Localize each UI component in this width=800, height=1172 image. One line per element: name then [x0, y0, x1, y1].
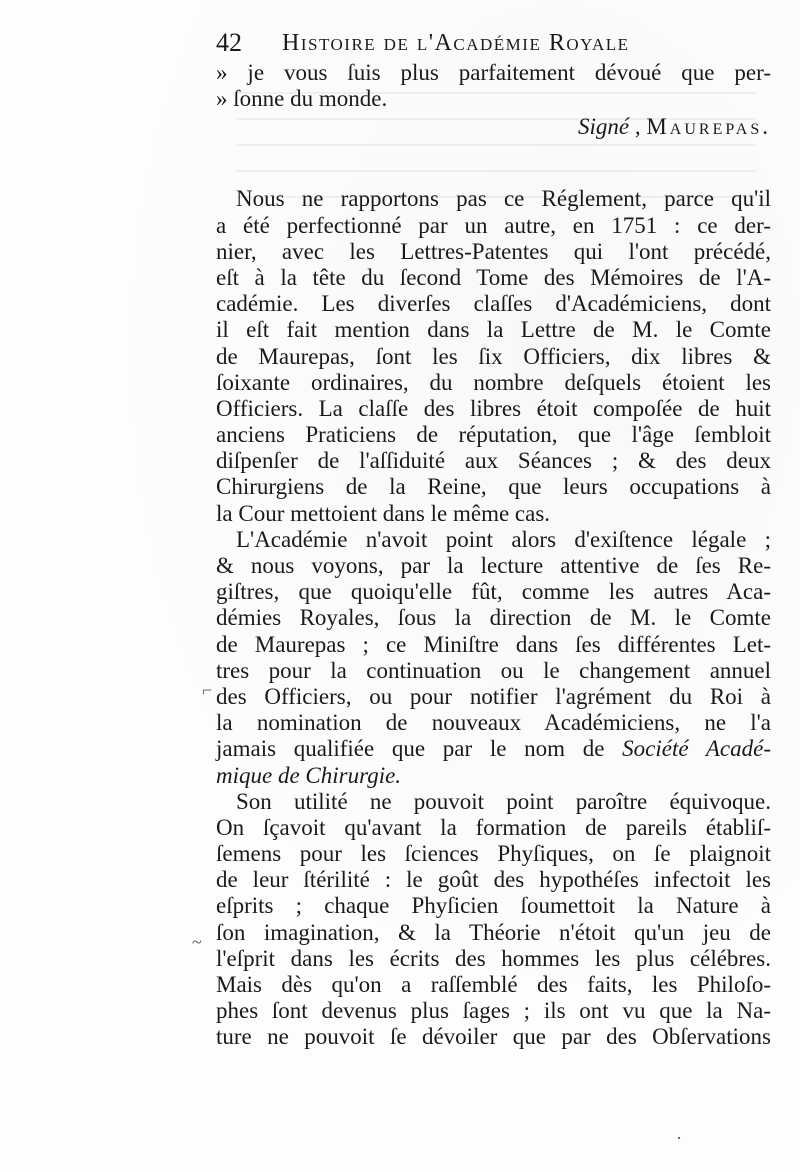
paragraph-line: Son utilité ne pouvoit point paroître équivoque.	[236, 788, 771, 814]
paragraph-line: cadémie. Les diverſes claſſes d'Académiciens, dont	[216, 291, 771, 317]
paragraph-line: de leur ſtérilité : le goût des hypothéſes infectoit les	[216, 867, 771, 893]
paragraph-text: jamais qualifiée que par le nom de	[216, 736, 605, 762]
paragraph-line: Officiers. La claſſe des libres étoit compoſée de huit	[216, 395, 771, 421]
paragraph-line: il eſt fait mention dans la Lettre de M. le Comte	[216, 317, 771, 343]
paragraph-line: Mais dès qu'on a raſſemblé des faits, les Philoſo-	[216, 972, 771, 997]
signature-name: Maurepas.	[646, 114, 771, 140]
running-head	[216, 26, 776, 62]
italic-phrase: mique de Chirurgie.	[216, 762, 402, 788]
page-number: 42	[216, 28, 242, 57]
signature	[216, 112, 771, 142]
paragraph-line: ſemens pour les ſciences Phyſiques, on ſe plaignoit	[216, 841, 771, 867]
paragraph-line: ture ne pouvoit ſe dévoiler que par des Obſervations	[216, 1024, 771, 1050]
paragraph-line: démies Royales, ſous la direction de M. le Comte	[216, 605, 771, 631]
paragraph-line: phes ſont devenus plus ſages ; ils ont vu que la Na-	[216, 998, 771, 1024]
letter-line: » je vous ſuis plus parfaitement dévoué que per-	[216, 60, 771, 85]
margin-mark: ⌐	[202, 680, 213, 700]
margin-mark: ·	[676, 1128, 682, 1148]
paragraph-line-mixed	[216, 736, 771, 762]
paragraph-line: eſprits ; chaque Phyſicien ſoumettoit la Nature à	[216, 893, 771, 919]
paragraph-line: Chirurgiens de la Reine, que leurs occupations à	[216, 474, 771, 500]
paragraph-line: la nomination de nouveaux Académiciens, ne l'a	[216, 710, 771, 736]
body-text	[216, 60, 771, 1051]
paragraph-line: l'eſprit dans les écrits des hommes les plus célébres.	[216, 945, 771, 971]
paragraph-line: On ſçavoit qu'avant la formation de pareils établiſ-	[216, 814, 771, 840]
italic-phrase: Société Acadé-	[622, 736, 771, 762]
paragraph-line: ſoixante ordinaires, du nombre deſquels étoient les	[216, 369, 771, 395]
paragraph-line: & nous voyons, par la lecture attentive de ſes Re-	[216, 553, 771, 578]
paragraph-line: ſon imagination, & la Théorie n'étoit qu'un jeu de	[216, 919, 771, 945]
signature-word: Signé ,	[578, 114, 641, 140]
paragraph-line: diſpenſer de l'aſſiduité aux Séances ; & des deux	[216, 448, 771, 474]
paragraph-line: de Maurepas ; ce Miniſtre dans ſes différentes Let-	[216, 631, 771, 657]
running-title: Histoire de l'Académie Royale	[282, 30, 630, 56]
letter-line: » ſonne du monde.	[216, 86, 388, 112]
paragraph-line: nier, avec les Lettres-Patentes qui l'ont précédé,	[216, 238, 771, 264]
paragraph-line: L'Académie n'avoit point alors d'exiſtence légale ;	[236, 526, 771, 552]
paragraph-line: anciens Praticiens de réputation, que l'âge ſembloit	[216, 422, 771, 448]
paragraph-line: giſtres, que quoiqu'elle fût, comme les autres Aca-	[216, 579, 771, 605]
paragraph-line: Nous ne rapportons pas ce Réglement, parce qu'il	[236, 186, 771, 212]
paragraph-line: a été perfectionné par un autre, en 1751 : ce der-	[216, 212, 771, 238]
paragraph-line: tres pour la continuation ou le changement annuel	[216, 657, 771, 683]
paragraph-line: eſt à la tête du ſecond Tome des Mémoires de l'A-	[216, 264, 771, 290]
paragraph-line: des Officiers, ou pour notifier l'agrément du Roi à	[216, 683, 771, 709]
margin-mark: ~	[192, 932, 202, 952]
paragraph-line: de Maurepas, ſont les ſix Officiers, dix libres &	[216, 343, 771, 369]
paragraph-line: la Cour mettoient dans le même cas.	[216, 500, 551, 526]
